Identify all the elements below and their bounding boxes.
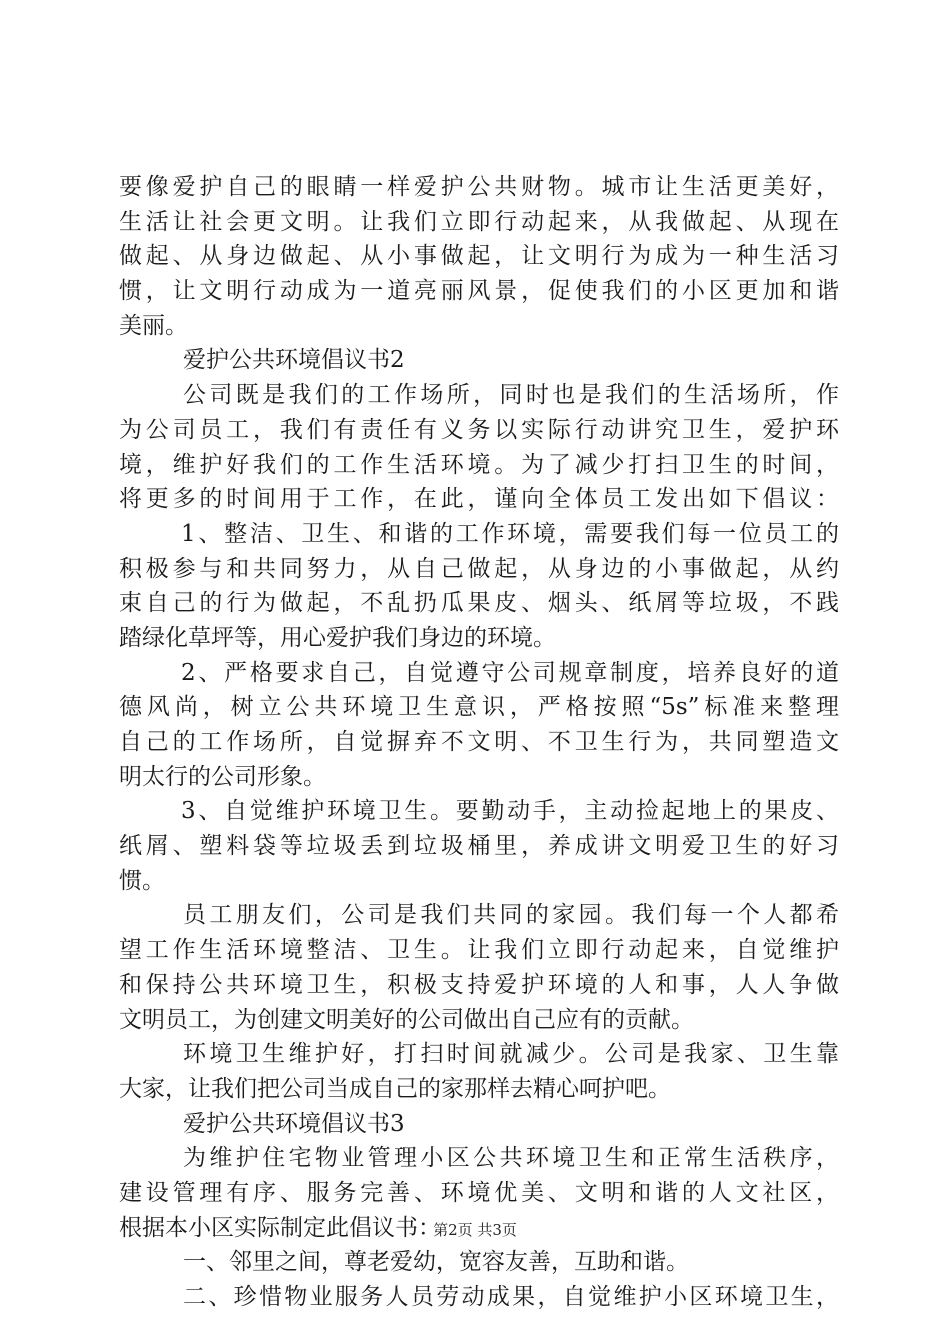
text-line: 环境卫生维护好，打扫时间就减少。公司是我家、卫生靠 [183,1041,839,1068]
text-line: 和保持公共环境卫生，积极支持爱护环境的人和事，人人争做 [119,971,839,998]
text-line: 德风尚，树立公共环境卫生意识，严格按照“5s”标准来整理 [119,694,839,721]
text-line: 二、珍惜物业服务人员劳动成果，自觉维护小区环境卫生， [183,1284,839,1310]
text-line: 境，维护好我们的工作生活环境。为了减少打扫卫生的时间， [119,451,839,478]
text-line: 1、整洁、卫生、和谐的工作环境，需要我们每一位员工的 [181,520,839,547]
text-line: 根据本小区实际制定此倡议书： [119,1214,441,1241]
text-line: 惯，让文明行动成为一道亮丽风景，促使我们的小区更加和谐 [119,278,839,305]
section-heading: 爱护公共环境倡议书3 [183,1110,405,1137]
text-line: 大家，让我们把公司当成自己的家那样去精心呵护吧。 [119,1075,671,1102]
text-line: 明太行的公司形象。 [119,763,326,790]
text-line: 踏绿化草坪等，用心爱护我们身边的环境。 [119,624,556,651]
page-number: 第2页 共3页 [433,1221,517,1239]
text-line: 2、严格要求自己，自觉遵守公司规章制度，培养良好的道 [181,659,839,686]
text-line: 员工朋友们，公司是我们共同的家园。我们每一个人都希 [183,902,839,929]
text-line: 惯。 [119,867,165,894]
text-line: 生活让社会更文明。让我们立即行动起来，从我做起、从现在 [119,208,839,235]
text-line: 将更多的时间用于工作，在此，谨向全体员工发出如下倡议： [119,486,839,513]
document-body [119,170,839,1315]
text-line: 公司既是我们的工作场所，同时也是我们的生活场所，作 [183,382,839,409]
text-line: 3、自觉维护环境卫生。要勤动手，主动捡起地上的果皮、 [181,798,839,825]
text-line: 为维护住宅物业管理小区公共环境卫生和正常生活秩序， [183,1145,839,1172]
text-line: 自己的工作场所，自觉摒弃不文明、不卫生行为，共同塑造文 [119,729,839,755]
text-line: 建设管理有序、服务完善、环境优美、文明和谐的人文社区， [119,1179,839,1206]
text-line: 纸屑、塑料袋等垃圾丢到垃圾桶里，养成讲文明爱卫生的好习 [119,833,839,860]
text-line: 为公司员工，我们有责任有义务以实际行动讲究卫生，爱护环 [119,416,839,443]
text-line: 要像爱护自己的眼睛一样爱护公共财物。城市让生活更美好， [119,174,839,200]
text-line: 美丽。 [119,312,188,339]
section-heading: 爱护公共环境倡议书2 [183,347,405,374]
text-line: 文明员工，为创建文明美好的公司做出自己应有的贡献。 [119,1006,694,1033]
text-line: 一、邻里之间，尊老爱幼，宽容友善，互助和谐。 [183,1249,689,1276]
text-line: 望工作生活环境整洁、卫生。让我们立即行动起来，自觉维护 [119,937,839,964]
text-line: 积极参与和共同努力，从自己做起，从身边的小事做起，从约 [119,555,839,582]
text-line: 束自己的行为做起，不乱扔瓜果皮、烟头、纸屑等垃圾，不践 [119,590,839,617]
text-line: 做起、从身边做起、从小事做起，让文明行为成为一种生活习 [119,243,839,270]
